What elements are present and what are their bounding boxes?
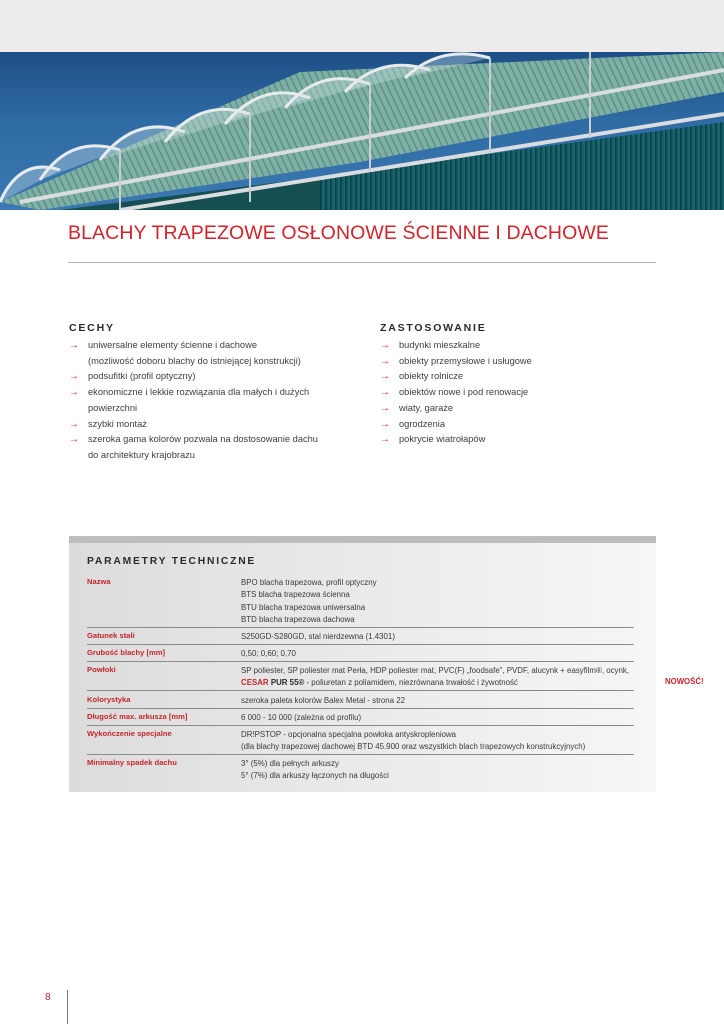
- pur-55-brand: PUR 55®: [270, 678, 305, 688]
- zastosowanie-heading: ZASTOSOWANIE: [380, 322, 487, 334]
- hero-photo-roof: [0, 52, 724, 210]
- list-item: → obiekty przemysłowe i usługowe: [380, 354, 532, 370]
- list-item: → ekonomiczne i lekkie rozwiązania dla małych i dużych powierzchni: [69, 387, 310, 413]
- list-item: → ogrodzenia: [380, 417, 532, 433]
- arrow-right-icon: →: [380, 371, 390, 383]
- top-band: [0, 0, 724, 52]
- list-item: → podsufitki (profil optyczny): [69, 369, 318, 385]
- page-title: BLACHY TRAPEZOWE OSŁONOWE ŚCIENNE I DACHOWE: [68, 222, 609, 244]
- title-divider: [68, 262, 656, 263]
- arrow-right-icon: →: [69, 387, 79, 399]
- list-item: → szeroka gama kolorów pozwala na dostosowanie dachu do architektury krajobrazu: [69, 434, 318, 460]
- arrow-right-icon: →: [69, 434, 79, 446]
- zastosowanie-list: [380, 338, 532, 448]
- arrow-right-icon: →: [380, 340, 390, 351]
- arrow-right-icon: →: [69, 340, 79, 351]
- list-item: → obiektów nowe i pod renowacje: [380, 385, 532, 401]
- row-divider: [87, 690, 634, 691]
- row-divider: [87, 644, 634, 645]
- params-heading: PARAMETRY TECHNICZNE: [87, 556, 257, 567]
- new-badge: NOWOŚĆ!: [665, 677, 704, 686]
- cechy-heading: CECHY: [69, 322, 115, 334]
- list-item: → szybki montaż: [69, 417, 318, 433]
- row-divider: [87, 754, 634, 755]
- row-divider: [87, 627, 634, 628]
- list-item: → pokrycie wiatrołapów: [380, 432, 532, 448]
- cechy-list: [69, 338, 318, 464]
- footer-divider: [67, 990, 68, 1024]
- row-divider: [87, 725, 634, 726]
- arrow-right-icon: →: [380, 387, 390, 399]
- row-divider: [87, 661, 634, 662]
- list-item: → uniwersalne elementy ścienne i dachowe (możliwość doboru blachy do istniejącej konstrukcji): [69, 340, 301, 366]
- cesar-brand: CESAR: [241, 678, 269, 688]
- technical-parameters-panel: PARAMETRY TECHNICZNE Nazwa BPO blacha trapezowa, profil optyczny BTS blacha trapezowa ścienna BTU blacha trapezowa uniwersalna BTD blacha trapezowa dachowa Gatunek stali S250GD-S280GD, stal nierdzewna (1.4301) Grubość blachy [mm] 0,50; 0,60; 0,70 Powłoki SP poliester, SP poliester mat Perła, HDP poliester mat, PVC(F) „foodsafe”, PVDF, alucynk + easyfilm®, ocynk, CESAR PUR 55® - poliuretan z poliamidem, niezrównana trwałość i żywotność Kolorystyka szeroka paleta kolorów Balex Metal - strona 22 Długość max. arkusza [mm] 6 000 - 10 000 (zależna od profilu) Wykończenie specjalne DR!PSTOP - opcjonalna specjalna powłoka antyskropleniowa (dla blachy trapezowej dachowej BTD 45.900 oraz wszystkich blach trapezowych konstrukcyjnych) Minimalny spadek dachu 3° (5%) dla pełnych arkuszy 5° (7%) dla arkuszy łączonych na długości: [69, 536, 656, 792]
- arrow-right-icon: →: [69, 418, 79, 430]
- arrow-right-icon: →: [380, 418, 390, 430]
- cechy-section: [69, 322, 318, 464]
- list-item: → wiaty, garaże: [380, 401, 532, 417]
- row-divider: [87, 708, 634, 709]
- page-number: 8: [45, 992, 51, 1003]
- arrow-right-icon: →: [380, 402, 390, 414]
- list-item: → obiekty rolnicze: [380, 369, 532, 385]
- arrow-right-icon: →: [380, 355, 390, 367]
- list-item: → budynki mieszkalne: [380, 338, 532, 354]
- roof-illustration: [0, 52, 724, 210]
- panel-top-bar: [69, 536, 656, 543]
- zastosowanie-section: [380, 322, 532, 448]
- arrow-right-icon: →: [380, 434, 390, 446]
- arrow-right-icon: →: [69, 371, 79, 383]
